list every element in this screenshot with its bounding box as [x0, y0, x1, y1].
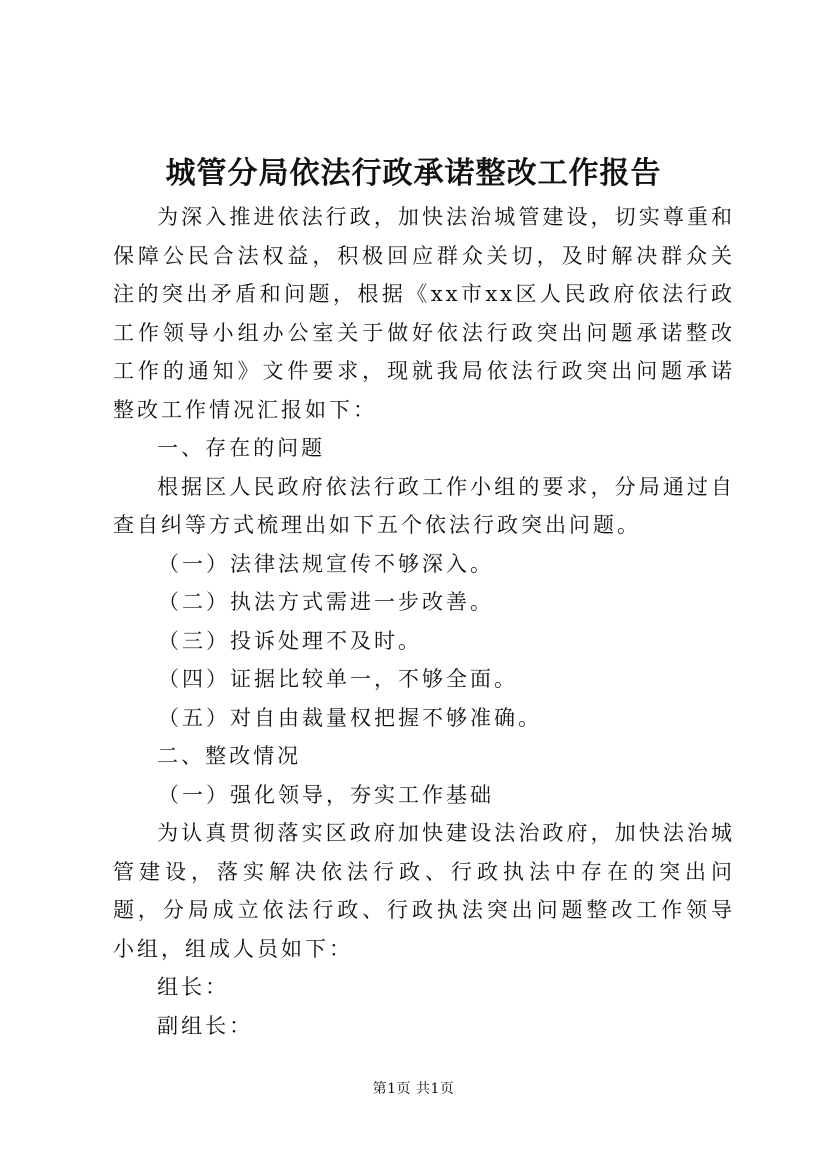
team-leader-line: 组长： [157, 975, 230, 999]
section-heading-problems: 一、存在的问题 [157, 436, 326, 460]
problem-item-4: （四）证据比较单一，不够全面。 [158, 667, 518, 691]
problem-item-5: （五）对自由裁量权把握不够准确。 [158, 705, 542, 730]
leadership-paragraph: 为认真贯彻落实区政府加快建设法治政府，加快法治城管建设，落实解决依法行政、行政执法中存在的突出问题，分局成立依法行政、行政执法突出问题整改工作领导小组，组成人员如下： [113, 821, 735, 961]
problem-item-2: （二）执法方式需进一步改善。 [158, 590, 494, 614]
page-footer: 第1页 共1页 [372, 1081, 455, 1097]
problems-summary-paragraph: 根据区人民政府依法行政工作小组的要求，分局通过自查自纠等方式梳理出如下五个依法行政突出问题。 [113, 474, 735, 537]
deputy-team-leader-line: 副组长： [157, 1013, 254, 1038]
problem-item-1: （一）法律法规宣传不够深入。 [158, 551, 494, 576]
section-heading-rectification: 二、整改情况 [157, 744, 302, 768]
document-body [113, 198, 735, 1045]
intro-paragraph: 为深入推进依法行政，加快法治城管建设，切实尊重和保障公民合法权益，积极回应群众关切，及时解决群众关注的突出矛盾和问题，根据《xx市xx区人民政府依法行政工作领导小组办公室关于做好依法行政突出问题承诺整改工作的通知》文件要求，现就我局依法行政突出问题承诺整改工作情况汇报如下： [113, 205, 735, 422]
problem-item-3: （三）投诉处理不及时。 [158, 628, 422, 653]
document-title: 城管分局依法行政承诺整改工作报告 [165, 156, 662, 191]
subsection-heading-leadership: （一）强化领导，夯实工作基础 [158, 782, 494, 807]
